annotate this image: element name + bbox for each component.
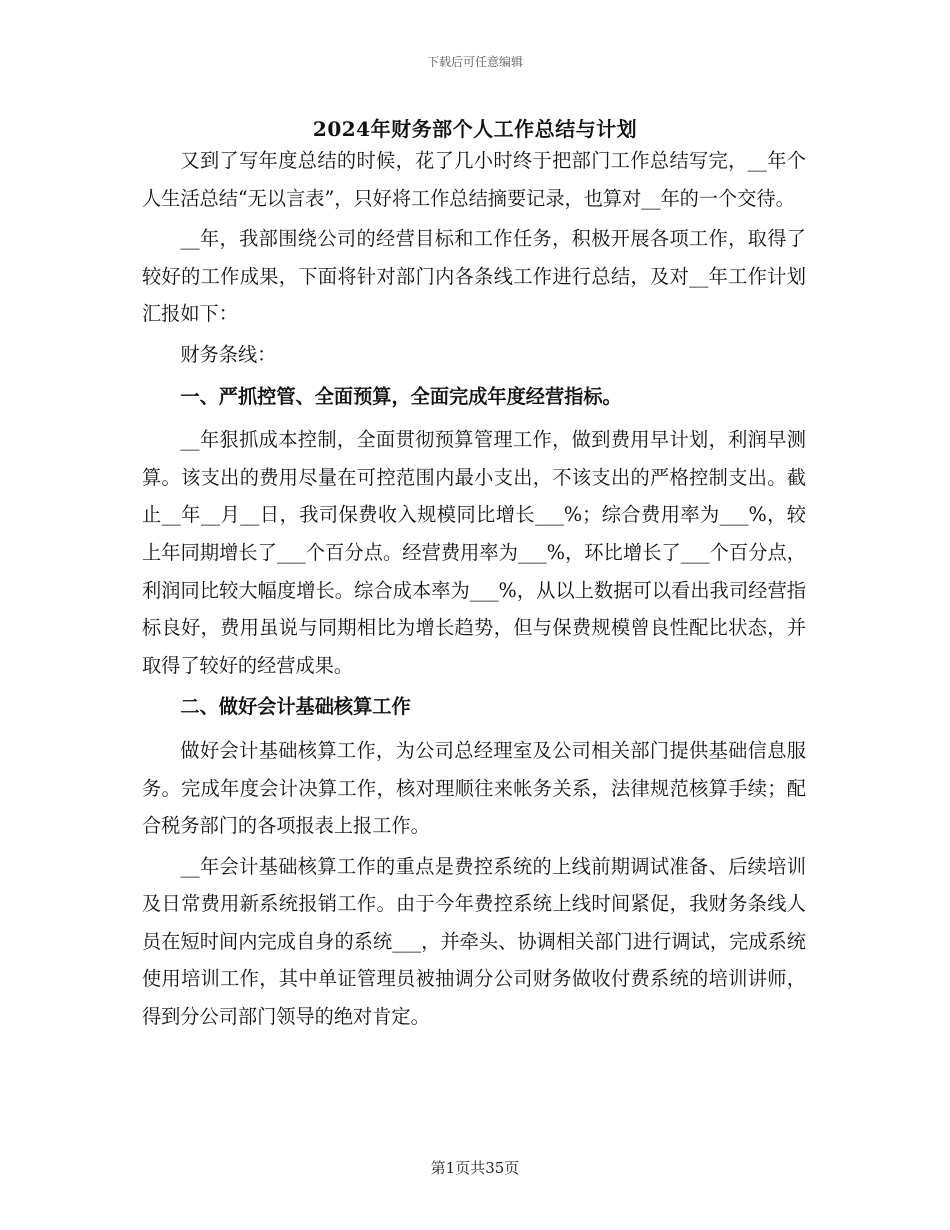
paragraph-intro: 又到了写年度总结的时候，花了几小时终于把部门工作总结写完，__年个人生活总结“无以言表”，只好将工作总结摘要记录，也算对__年的一个交待。	[142, 149, 806, 210]
paragraph-overview: __年，我部围绕公司的经营目标和工作任务，积极开展各项工作，取得了较好的工作成果，下面将针对部门内各条线工作进行总结，及对__年工作计划汇报如下：	[142, 227, 806, 326]
section-heading-2: 二、做好会计基础核算工作	[180, 695, 411, 719]
paragraph-expense-system: __年会计基础核算工作的重点是费控系统的上线前期调试准备、后续培训及日常费用新系统报销工作。由于今年费控系统上线时间紧促，我财务条线人员在短时间内完成自身的系统___，并牵头、协调相关部门进行调试，完成系统使用培训工作，其中单证管理员被抽调分公司财务做收付费系统的培训讲师，得到分公司部门领导的绝对肯定。	[142, 854, 806, 1029]
header-note: 下载后可任意编辑	[426, 55, 523, 69]
document-title: 2024年财务部个人工作总结与计划	[312, 117, 638, 141]
paragraph-cost-control: __年狠抓成本控制，全面贯彻预算管理工作，做到费用早计划，利润早测算。该支出的费用尽量在可控范围内最小支出，不该支出的严格控制支出。截止__年__月__日，我司保费收入规模同比增长___%；综合费用率为___%，较上年同期增长了___个百分点。经营费用率为___%，环比增长了___个百分点，利润同比较大幅度增长。综合成本率为___%，从以上数据可以看出我司经营指标良好，费用虽说与同期相比为增长趋势，但与保费规模曾良性配比状态，并取得了较好的经营成果。	[142, 428, 806, 677]
section-heading-1: 一、严抓控管、全面预算，全面完成年度经营指标。	[180, 384, 622, 408]
paragraph-finance-line: 财务条线：	[180, 342, 277, 366]
page-number: 第1页共35页	[430, 1159, 520, 1177]
paragraph-accounting: 做好会计基础核算工作，为公司总经理室及公司相关部门提供基础信息服务。完成年度会计决算工作，核对理顺往来帐务关系，法律规范核算手续；配合税务部门的各项报表上报工作。	[142, 738, 806, 838]
document-body	[142, 142, 806, 1039]
